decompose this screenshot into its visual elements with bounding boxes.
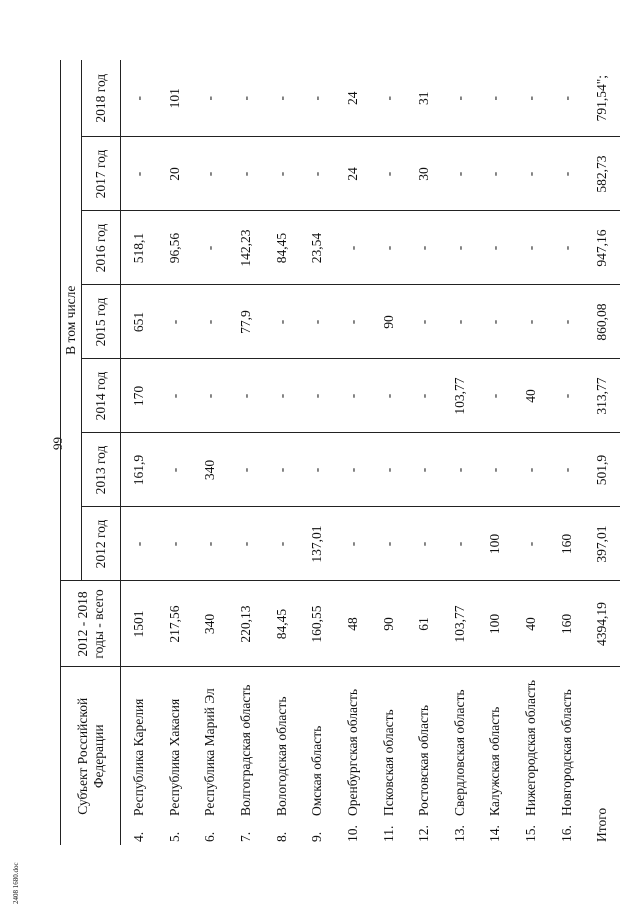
region-name: Нижегородская область — [523, 679, 539, 816]
region-name: Республика Карелия — [131, 698, 147, 816]
value-cell: - — [335, 285, 371, 359]
value-cell: - — [121, 137, 157, 211]
row-number: 7. — [238, 831, 254, 842]
value-cell: - — [549, 211, 585, 285]
value-cell: 30 — [406, 137, 442, 211]
total-value-cell: 397,01 — [584, 507, 620, 581]
total-value-cell: 791,54"; — [594, 75, 610, 122]
value-cell: - — [442, 137, 478, 211]
value-cell: - — [228, 137, 264, 211]
row-number: 15. — [523, 825, 539, 842]
value-cell: 90 — [370, 285, 406, 359]
value-cell: - — [264, 433, 300, 507]
value-cell: 101 — [166, 88, 182, 109]
header-year-2015: 2015 год — [82, 285, 121, 359]
value-cell: - — [157, 359, 193, 433]
region-cell — [513, 667, 549, 845]
value-cell: 161,9 — [121, 433, 157, 507]
value-cell: - — [513, 211, 549, 285]
page-number-text: 99 — [50, 437, 65, 450]
total-cell: 217,56 — [157, 581, 193, 667]
value-cell: - — [558, 95, 574, 101]
value-cell: 142,23 — [228, 211, 264, 285]
footer-filename-text: 2408 1680.doc — [12, 862, 20, 904]
value-cell: - — [157, 433, 193, 507]
value-cell: - — [335, 211, 371, 285]
value-cell: - — [523, 95, 539, 101]
value-cell: - — [406, 433, 442, 507]
value-cell: - — [202, 95, 218, 101]
value-cell: 137,01 — [299, 507, 335, 581]
row-number: 11. — [380, 825, 396, 842]
table-row — [121, 60, 157, 845]
value-cell: 77,9 — [228, 285, 264, 359]
value-cell: - — [513, 507, 549, 581]
region-cell — [299, 667, 335, 845]
total-value-cell: 501,9 — [584, 433, 620, 507]
header-year-2018: 2018 год — [82, 60, 121, 137]
value-cell: 518,1 — [121, 211, 157, 285]
value-cell: - — [477, 211, 513, 285]
region-name: Оренбургская область — [344, 688, 360, 816]
value-cell: - — [121, 507, 157, 581]
value-cell: 340 — [192, 433, 228, 507]
row-number: 13. — [451, 825, 467, 842]
value-cell: - — [299, 137, 335, 211]
region-name: Псковская область — [380, 709, 396, 816]
table-row — [192, 60, 228, 845]
value-cell: - — [131, 95, 147, 101]
total-cell: 160 — [549, 581, 585, 667]
value-cell: - — [192, 359, 228, 433]
row-number: 14. — [487, 825, 503, 842]
total-cell: 61 — [406, 581, 442, 667]
value-cell: - — [299, 285, 335, 359]
value-cell: - — [370, 507, 406, 581]
region-cell — [192, 667, 228, 845]
total-value-cell: 947,16 — [584, 211, 620, 285]
value-cell: - — [442, 433, 478, 507]
value-cell: - — [273, 95, 289, 101]
row-number: 4. — [131, 831, 147, 842]
total-cell: 103,77 — [442, 581, 478, 667]
value-cell: - — [228, 433, 264, 507]
region-cell — [442, 667, 478, 845]
table-row — [264, 60, 300, 845]
total-cell: 220,13 — [228, 581, 264, 667]
total-cell: 340 — [192, 581, 228, 667]
header-year-2017: 2017 год — [82, 137, 121, 211]
value-cell: 103,77 — [442, 359, 478, 433]
value-cell: - — [370, 359, 406, 433]
value-cell: - — [477, 359, 513, 433]
value-cell: - — [477, 137, 513, 211]
region-cell — [121, 667, 157, 845]
value-cell: 40 — [513, 359, 549, 433]
value-cell: - — [370, 433, 406, 507]
value-cell: - — [549, 433, 585, 507]
value-cell: - — [442, 285, 478, 359]
region-name: Новгородская область — [558, 689, 574, 816]
value-cell: - — [513, 285, 549, 359]
table-row — [513, 60, 549, 845]
region-cell — [335, 667, 371, 845]
total-cell: 160,55 — [299, 581, 335, 667]
value-cell: - — [451, 95, 467, 101]
region-name: Ростовская область — [416, 705, 432, 816]
value-cell: 31 — [416, 91, 432, 105]
region-cell — [264, 667, 300, 845]
header-including: В том числе — [61, 60, 82, 581]
value-cell: - — [477, 285, 513, 359]
value-cell: - — [192, 137, 228, 211]
grand-total-cell: 4394,19 — [584, 581, 620, 667]
table-row — [442, 60, 478, 845]
row-number: 6. — [202, 831, 218, 842]
region-name: Калужская область — [487, 706, 503, 816]
value-cell: - — [335, 433, 371, 507]
total-value-cell: 860,08 — [584, 285, 620, 359]
value-cell: - — [309, 95, 325, 101]
value-cell: - — [513, 137, 549, 211]
value-cell: - — [192, 211, 228, 285]
value-cell: - — [549, 359, 585, 433]
table-row — [228, 60, 264, 845]
value-cell: - — [299, 433, 335, 507]
region-name: Свердловская область — [451, 689, 467, 816]
value-cell: - — [549, 285, 585, 359]
table-row — [370, 60, 406, 845]
total-value-cell: 582,73 — [584, 137, 620, 211]
rotated-table-container — [60, 60, 620, 845]
value-cell: - — [238, 95, 254, 101]
header-year-2016: 2016 год — [82, 211, 121, 285]
total-cell: 48 — [335, 581, 371, 667]
value-cell: 24 — [335, 137, 371, 211]
value-cell: - — [442, 507, 478, 581]
region-name: Волгоградская область — [238, 684, 254, 816]
table-body — [121, 60, 621, 845]
value-cell: - — [406, 359, 442, 433]
value-cell: - — [157, 507, 193, 581]
table-row — [549, 60, 585, 845]
value-cell: 160 — [549, 507, 585, 581]
value-cell: - — [264, 359, 300, 433]
total-label: Итого — [594, 807, 610, 842]
region-cell — [370, 667, 406, 845]
value-cell: - — [513, 433, 549, 507]
value-cell: - — [549, 137, 585, 211]
value-cell: 100 — [477, 507, 513, 581]
region-cell — [228, 667, 264, 845]
value-cell: - — [192, 285, 228, 359]
table-row — [477, 60, 513, 845]
value-cell: - — [264, 137, 300, 211]
total-cell: 100 — [477, 581, 513, 667]
value-cell: - — [442, 211, 478, 285]
value-cell: 96,56 — [157, 211, 193, 285]
row-number: 10. — [344, 825, 360, 842]
value-cell: - — [264, 285, 300, 359]
header-row-top — [61, 60, 82, 845]
region-cell — [549, 667, 585, 845]
value-cell: - — [370, 211, 406, 285]
value-cell: - — [192, 507, 228, 581]
value-cell: - — [157, 285, 193, 359]
total-value-cell: 313,77 — [584, 359, 620, 433]
region-name: Республика Марий Эл — [202, 688, 218, 816]
row-number: 5. — [166, 831, 182, 842]
table-row — [157, 60, 193, 845]
value-cell: 24 — [344, 91, 360, 105]
footer-filename — [12, 862, 28, 904]
value-cell: - — [299, 359, 335, 433]
value-cell: 651 — [121, 285, 157, 359]
value-cell: - — [228, 507, 264, 581]
total-cell: 90 — [370, 581, 406, 667]
total-cell: 1501 — [121, 581, 157, 667]
value-cell: - — [335, 507, 371, 581]
total-cell: 40 — [513, 581, 549, 667]
header-year-2014: 2014 год — [82, 359, 121, 433]
header-subject: Субъект Российской Федерации — [61, 667, 121, 845]
value-cell: - — [406, 507, 442, 581]
header-total: 2012 - 2018 годы - всего — [61, 581, 121, 667]
total-cell: 84,45 — [264, 581, 300, 667]
value-cell: 23,54 — [299, 211, 335, 285]
value-cell: - — [264, 507, 300, 581]
value-cell: - — [406, 211, 442, 285]
region-name: Омская область — [309, 725, 325, 816]
region-cell — [477, 667, 513, 845]
region-cell — [406, 667, 442, 845]
total-row — [584, 60, 620, 845]
value-cell: 84,45 — [264, 211, 300, 285]
row-number: 8. — [273, 831, 289, 842]
region-cell — [157, 667, 193, 845]
region-name: Республика Хакасия — [166, 698, 182, 816]
value-cell: 170 — [121, 359, 157, 433]
value-cell: - — [380, 95, 396, 101]
regions-funding-table — [60, 60, 620, 845]
header-year-2013: 2013 год — [82, 433, 121, 507]
value-cell: - — [335, 359, 371, 433]
table-row — [299, 60, 335, 845]
row-number: 12. — [416, 825, 432, 842]
value-cell: - — [228, 359, 264, 433]
value-cell: - — [370, 137, 406, 211]
table-row — [406, 60, 442, 845]
header-year-2012: 2012 год — [82, 507, 121, 581]
table-row — [335, 60, 371, 845]
value-cell: - — [406, 285, 442, 359]
value-cell: - — [487, 95, 503, 101]
value-cell: - — [477, 433, 513, 507]
row-number: 9. — [309, 831, 325, 842]
region-name: Вологодская область — [273, 696, 289, 816]
row-number: 16. — [558, 825, 574, 842]
value-cell: 20 — [157, 137, 193, 211]
